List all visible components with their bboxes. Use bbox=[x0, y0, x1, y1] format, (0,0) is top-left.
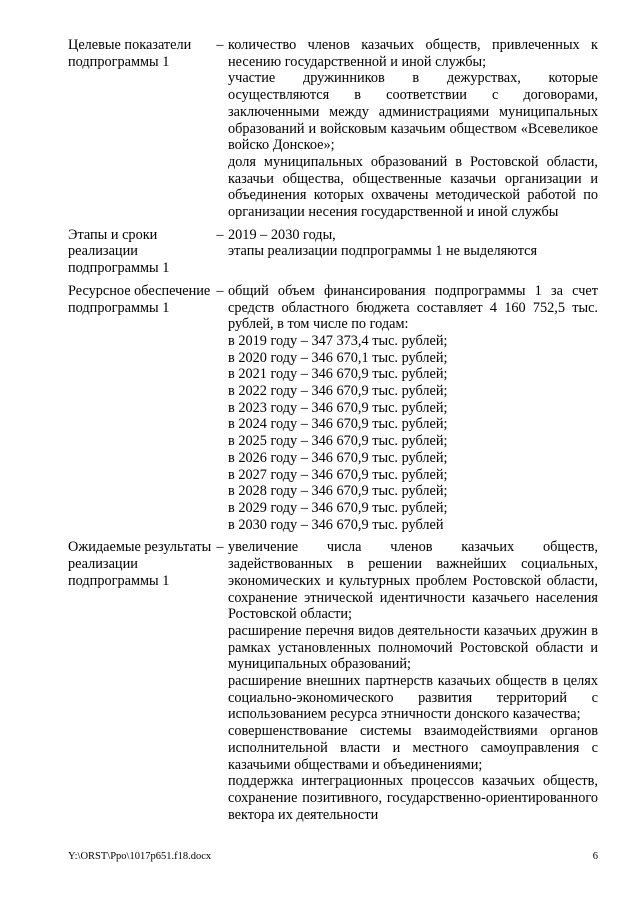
row-label: Целевые показатели подпрограммы 1 bbox=[68, 37, 192, 70]
paragraph: доля муниципальных образований в Ростовской области, казачьи общества, общественные казачьи организации и объединения которых охвачены методической работой по организации несения государственной и иной службы bbox=[228, 153, 598, 221]
row-label: Ресурсное обеспечение подпрограммы 1 bbox=[68, 282, 211, 316]
funding-intro: общий объем финансирования подпрограммы 1 за счет средств областного бюджета составляет 4 160 752,5 тыс. рублей, в том числе по годам: bbox=[228, 282, 598, 333]
row-value bbox=[228, 283, 598, 534]
paragraph: 2019 – 2030 годы, bbox=[228, 226, 336, 243]
funding-year-item: в 2022 году – 346 670,9 тыс. рублей; bbox=[228, 383, 448, 400]
paragraph: совершенствование системы взаимодействиями органов исполнительной власти и местного самоуправления с казачьими обществами и объединениями; bbox=[228, 723, 598, 773]
row-value bbox=[228, 37, 598, 221]
paragraph: количество членов казачьих обществ, привлеченных к несению государственной и иной службы; bbox=[228, 37, 598, 70]
row-stages-terms bbox=[68, 227, 598, 277]
funding-year-item: в 2028 году – 346 670,9 тыс. рублей; bbox=[228, 483, 448, 500]
funding-year-item: в 2020 году – 346 670,1 тыс. рублей; bbox=[228, 349, 448, 366]
dash-separator: – bbox=[216, 37, 224, 53]
funding-year-item: в 2030 году – 346 670,9 тыс. рублей bbox=[228, 516, 444, 533]
document-body bbox=[68, 37, 598, 823]
page-footer bbox=[68, 851, 598, 862]
row-expected-results bbox=[68, 539, 598, 823]
dash-separator: – bbox=[216, 226, 224, 243]
row-resource-provision bbox=[68, 283, 598, 534]
funding-year-item: в 2026 году – 346 670,9 тыс. рублей; bbox=[228, 449, 448, 466]
dash-separator: – bbox=[216, 539, 224, 556]
paragraph: расширение внешних партнерств казачьих обществ в целях социально-экономического развития территорий с использованием ресурса этничности донского казачества; bbox=[228, 673, 598, 723]
funding-year-item: в 2023 году – 346 670,9 тыс. рублей; bbox=[228, 399, 448, 416]
funding-year-item: в 2027 году – 346 670,9 тыс. рублей; bbox=[228, 466, 448, 483]
row-label: Ожидаемые результаты реализации подпрограммы 1 bbox=[68, 539, 212, 589]
row-target-indicators bbox=[68, 37, 598, 221]
page-number: 6 bbox=[592, 851, 598, 862]
funding-year-item: в 2021 году – 346 670,9 тыс. рублей; bbox=[228, 366, 448, 383]
funding-year-item: в 2025 году – 346 670,9 тыс. рублей; bbox=[228, 433, 448, 450]
funding-year-item: в 2029 году – 346 670,9 тыс. рублей; bbox=[228, 499, 448, 516]
row-label: Этапы и сроки реализации подпрограммы 1 bbox=[68, 226, 170, 277]
dash-separator: – bbox=[216, 282, 224, 299]
funding-year-item: в 2024 году – 346 670,9 тыс. рублей; bbox=[228, 416, 448, 433]
row-value bbox=[228, 539, 598, 823]
paragraph: этапы реализации подпрограммы 1 не выделяются bbox=[228, 243, 538, 260]
funding-year-item: в 2019 году – 347 373,4 тыс. рублей; bbox=[228, 332, 448, 349]
file-path: Y:\ORST\Ppo\1017p651.f18.docx bbox=[68, 851, 212, 862]
paragraph: участие дружинников в дежурствах, которые осуществляются в соответствии с договорами, заключенными между администрациями муниципальных образований и войсковым казачьим обществом «Всевеликое войско Донское»; bbox=[228, 70, 598, 154]
paragraph: расширение перечня видов деятельности казачьих дружин в рамках установленных полномочий Ростовской области и муниципальных образований; bbox=[228, 622, 598, 673]
paragraph: увеличение числа членов казачьих обществ, задействованных в решении важнейших социальных, экономических и культурных проблем Ростовской области, сохранение этнической идентичности казачьего населения Ростовской области; bbox=[228, 539, 598, 623]
paragraph: поддержка интеграционных процессов казачьих обществ, сохранение позитивного, государственно-ориентированного вектора их деятельности bbox=[228, 773, 598, 823]
row-value bbox=[228, 227, 598, 277]
